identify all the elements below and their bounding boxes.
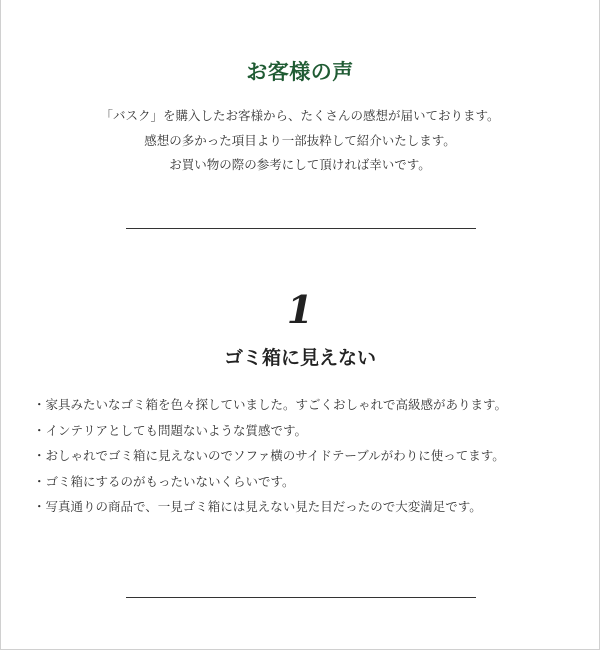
section-title: お客様の声 bbox=[246, 60, 354, 84]
review-comment: ・ インテリアとしても問題ないような質感です。 bbox=[33, 418, 507, 444]
intro-line: お買い物の際の参考にして頂ければ幸いです。 bbox=[169, 157, 431, 172]
review-comments-list bbox=[33, 392, 507, 520]
intro-line: 「バスク」を購入したお客様から、たくさんの感想が届いております。 bbox=[100, 108, 500, 123]
review-comment: ・ 写真通りの商品で、一見ゴミ箱には見えない見た目だったので大変満足です。 bbox=[33, 494, 507, 520]
divider-bottom bbox=[126, 597, 476, 598]
review-heading: ゴミ箱に見えない bbox=[223, 347, 376, 369]
divider-top bbox=[126, 228, 476, 229]
review-comment: ・ ゴミ箱にするのがもったいないくらいです。 bbox=[33, 469, 507, 495]
intro-text bbox=[1, 104, 599, 178]
review-comment: ・ 家具みたいなゴミ箱を色々探していました。すごくおしゃれで高級感があります。 bbox=[33, 392, 507, 418]
review-comment: ・ おしゃれでゴミ箱に見えないのでソファ横のサイドテーブルがわりに使ってます。 bbox=[33, 443, 507, 469]
review-number: 1 bbox=[286, 287, 314, 332]
intro-line: 感想の多かった項目より一部抜粋して紹介いたします。 bbox=[144, 132, 456, 148]
